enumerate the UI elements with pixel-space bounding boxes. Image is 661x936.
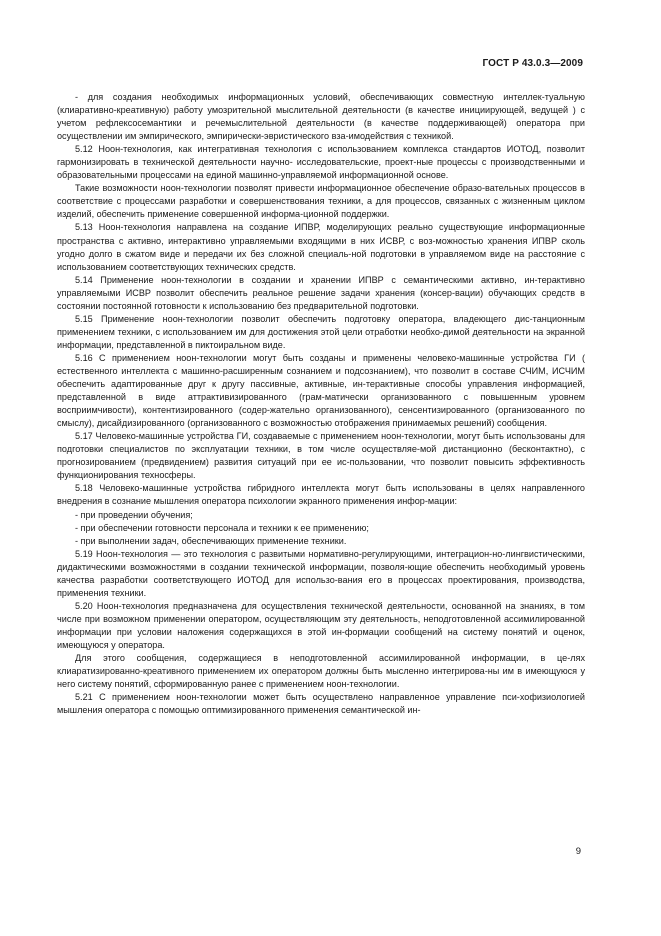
- list-item: - при обеспечении готовности персонала и техники к ее применению;: [75, 522, 369, 533]
- paragraph: - для создания необходимых информационных условий, обеспечивающих совместную интеллек-туальную (клиаративно-креативную) работу умозрительной мыслительной деятельности (в качестве инициирующей, ведущей ) с учетом рефлексосемантики и речемыслительной деятельности (в качестве поддерживающей) оператора при осуществлении им эмпирического, эмпирически-эвристического вза-имодействия с техникой.: [57, 92, 585, 142]
- paragraph: 5.13 Ноон-технология направлена на создание ИПВР, моделирующих реально существующие информационные пространства с активно, интерактивно управляемыми входящими в них ИСВР, с воз-можностью хранения ИПВР сколь угодно долго в сжатом виде и передачи их без сложной специаль-ной подготовки в управляемом виде на расстояние с использованием соответствующих технических средств.: [57, 222, 585, 272]
- document-body: [57, 91, 585, 717]
- paragraph: Такие возможности ноон-технологии позволят привести информационное обеспечение образо-вательных процессов в соответствие с процессами разработки и совершенствования техники, а для процессов, связанных с жизненным циклом изделий, обеспечить применение совершенной информа-ционной поддержки.: [57, 183, 585, 220]
- paragraph: 5.19 Ноон-технология — это технология с развитыми нормативно-регулирующими, интеграцион-но-лингвистическими, дидактическими возможностями в создании технической информации, позволя-ющие обеспечить необходимый уровень качества разработки соответствующего ИОТОД для использо-вания его в процессах проектирования, производства, применения техники.: [57, 548, 585, 598]
- paragraph: 5.20 Ноон-технология предназначена для осуществления технической деятельности, основанной на знаниях, в том числе при возможном применении оператором, осуществляющим эту деятельность, неподготовленной ассимилированной информации при условии наложения содержащихся в этой ин-формации сообщений на систему понятий и оценок, имеющуюся у оператора.: [57, 600, 585, 650]
- paragraph: Для этого сообщения, содержащиеся в неподготовленной ассимилированной информации, в це-лях клиаратизированно-креативного применением их оператором должны быть мысленно интегрирова-ны им в имеющуюся у него систему понятий, сформированную ранее с применением ноон-технологии.: [57, 653, 585, 690]
- list-item: - при выполнении задач, обеспечивающих применение техники.: [75, 535, 347, 546]
- paragraph: 5.21 С применением ноон-технологии может быть осуществлено направленное управление пси-хофизиологией мышления оператора с помощью оптимизированного применения семантической ин-: [57, 692, 585, 716]
- paragraph: 5.18 Человеко-машинные устройства гибридного интеллекта могут быть использованы в целях направленного внедрения в сознание мышления оператора психологии экранного применения инфор-мации:: [57, 483, 585, 507]
- list-item: - при проведении обучения;: [75, 509, 193, 520]
- paragraph: 5.17 Человеко-машинные устройства ГИ, создаваемые с применением ноон-технологии, могут быть использованы для подготовки специалистов по эксплуатации техники, в том числе осуществляе-мой дистанционно (бесконтактно), с прогнозированием (предвидением) развития ситуаций при ее ис-пользовании, что позволит повысить эффективность функционирования техносферы.: [57, 431, 585, 481]
- document-standard-header: ГОСТ Р 43.0.3—2009: [482, 58, 583, 69]
- page-number: 9: [575, 846, 581, 857]
- paragraph: 5.15 Применение ноон-технологии позволит обеспечить подготовку оператора, владеющего дис-танционным применением техники, с использованием им для достижения этой цели отработки необхо-димой деятельности на экранной информации, представленной в пиктоиральном виде.: [57, 313, 585, 350]
- paragraph: 5.12 Ноон-технология, как интегративная технология с использованием комплекса стандартов ИОТОД, позволит гармонизировать в технической деятельности научно- исследовательские, проект-ные процессы с производственными и образовательными процессами на единой машинно-управляемой информационной основе.: [57, 144, 585, 181]
- paragraph: 5.14 Применение ноон-технологии в создании и хранении ИПВР с семантическими активно, ин-терактивно управляемыми ИСВР позволит обеспечить реальное решение задачи хранения (консер-вации) обучающих средств в состоянии постоянной готовности к использованию без предварительной подготовки.: [57, 274, 585, 311]
- paragraph: 5.16 С применением ноон-технологии могут быть созданы и применены человеко-машинные устройства ГИ ( естественного интеллекта с машинно-расширенным сознанием и подсознанием), что позволит в составе СЧИМ, ИСЧИМ обеспечить адаптированные друг к другу пассивные, активные, ин-терактивные способы управления информацией, представленной в виде аттрактивизированного (грам-матически организованного с повышенным уровнем восприимчивости), контентизированного (содер-жательно организованного), сенсентизированного (организованного по смыслу), дисайдизированного (организованного с возможностью отображения принимаемых решений) сообщения.: [57, 352, 585, 429]
